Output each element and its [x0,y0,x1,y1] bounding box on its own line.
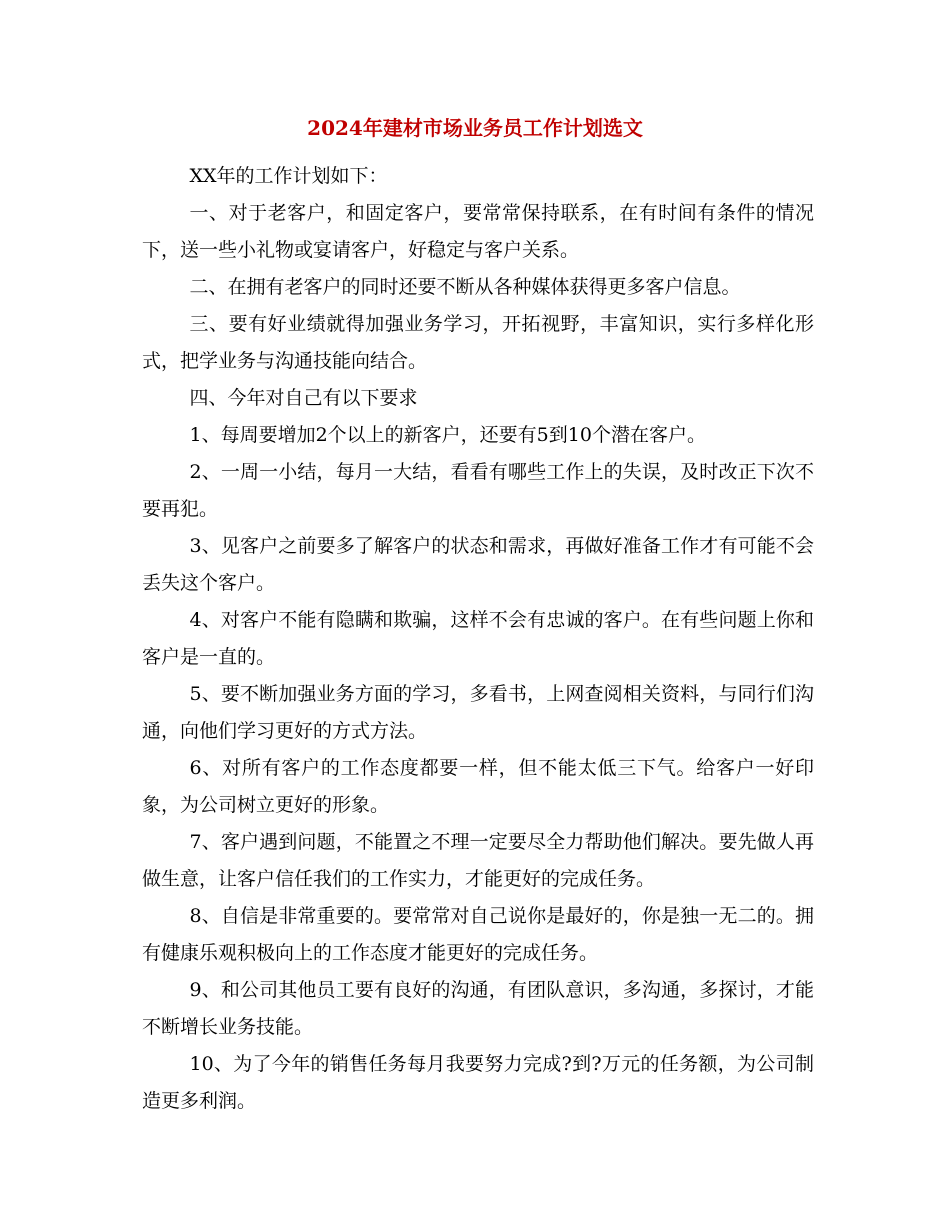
paragraph-intro: XX年的工作计划如下： [189,165,388,187]
paragraph-requirement-4: 4、对客户不能有隐瞒和欺骗，这样不会有忠诚的客户。在有些问题上你和客户是一直的。 [142,609,814,668]
paragraph-requirement-3: 3、见客户之前要多了解客户的状态和需求，再做好准备工作才有可能不会丢失这个客户。 [142,535,814,594]
paragraph-requirement-8: 8、自信是非常重要的。要常常对自己说你是最好的，你是独一无二的。拥有健康乐观积极向上的工作态度才能更好的完成任务。 [142,905,814,964]
paragraph-requirement-9: 9、和公司其他员工要有良好的沟通，有团队意识，多沟通，多探讨，才能不断增长业务技能。 [142,979,814,1038]
paragraph-requirement-7: 7、客户遇到问题，不能置之不理一定要尽全力帮助他们解决。要先做人再做生意，让客户信任我们的工作实力，才能更好的完成任务。 [142,831,814,890]
paragraph-requirement-10: 10、为了今年的销售任务每月我要努力完成?到?万元的任务额，为公司制造更多利润。 [142,1053,814,1112]
paragraph-item-4: 四、今年对自己有以下要求 [189,387,418,409]
paragraph-requirement-5: 5、要不断加强业务方面的学习，多看书，上网查阅相关资料，与同行们沟通，向他们学习更好的方式方法。 [142,683,814,742]
paragraph-item-2: 二、在拥有老客户的同时还要不断从各种媒体获得更多客户信息。 [189,276,741,298]
paragraph-requirement-2: 2、一周一小结，每月一大结，看看有哪些工作上的失误，及时改正下次不要再犯。 [142,461,814,520]
document-body [142,158,814,1120]
paragraph-requirement-6: 6、对所有客户的工作态度都要一样，但不能太低三下气。给客户一好印象，为公司树立更好的形象。 [142,757,814,816]
document-title: 2024年建材市场业务员工作计划选文 [307,116,643,140]
paragraph-item-3: 三、要有好业绩就得加强业务学习，开拓视野，丰富知识，实行多样化形式，把学业务与沟通技能向结合。 [142,313,814,372]
paragraph-requirement-1: 1、每周要增加2个以上的新客户，还要有5到10个潜在客户。 [189,424,706,446]
paragraph-item-1: 一、对于老客户，和固定客户，要常常保持联系，在有时间有条件的情况下，送一些小礼物或宴请客户，好稳定与客户关系。 [142,202,814,261]
